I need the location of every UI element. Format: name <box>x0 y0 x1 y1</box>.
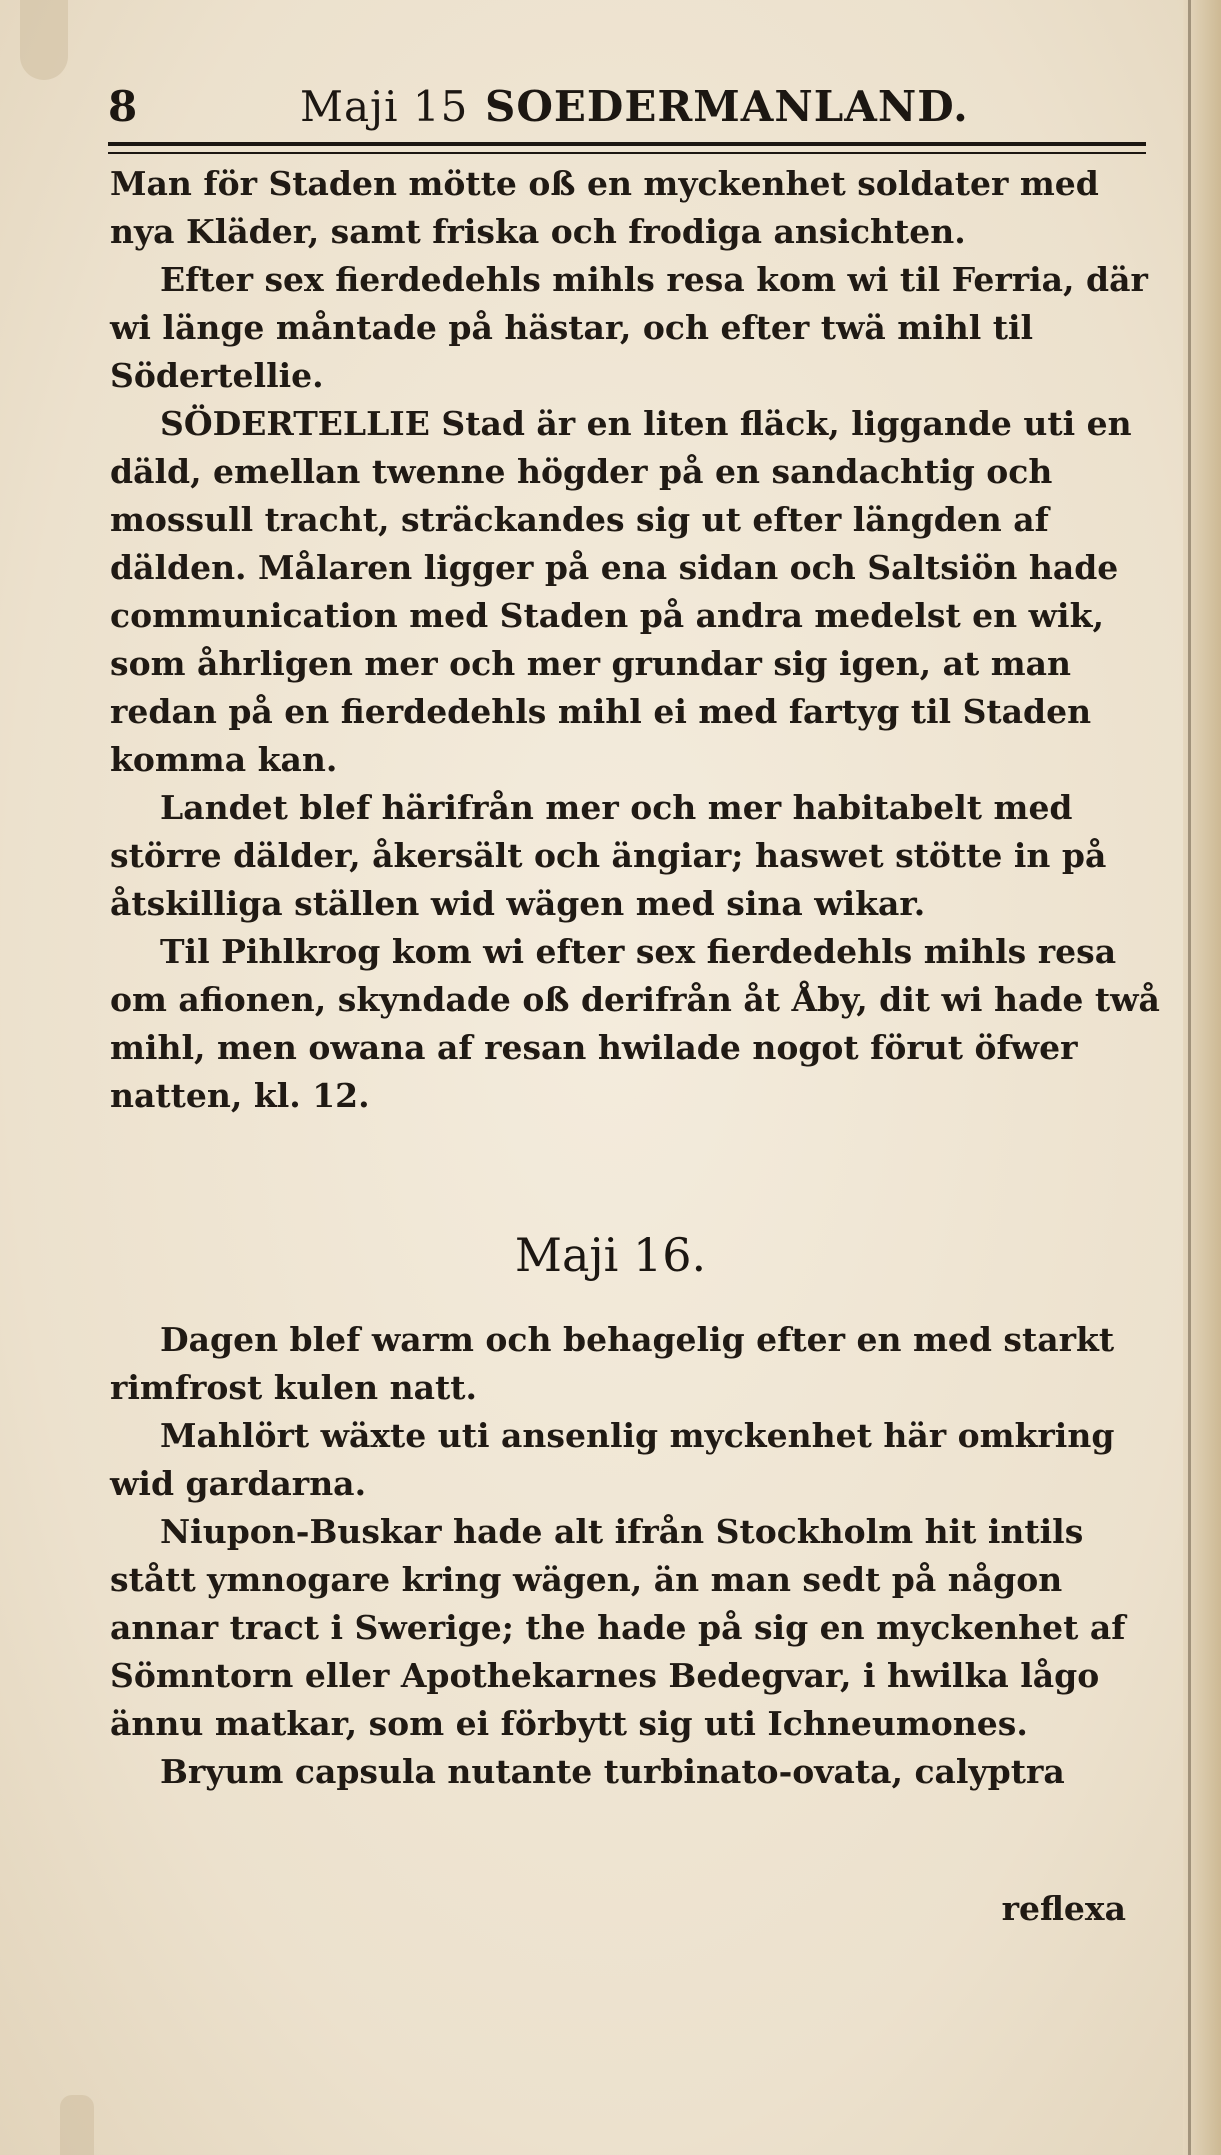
paragraph: Efter sex fierdedehls mihls resa kom wi til Ferria, där wi länge måntade på hästar, och efter twä mihl til Södertellie. <box>110 260 1148 395</box>
header-rule <box>108 142 1146 154</box>
paragraph: Bryum capsula nutante turbinato-ovata, calyptra <box>160 1752 1065 1791</box>
paragraph: Dagen blef warm och behagelig efter en med starkt rimfrost kulen natt. <box>110 1320 1115 1407</box>
header-date: Maji 15 <box>300 82 469 131</box>
paragraph: Landet blef härifrån mer och mer habitabelt med större dälder, åkersält och ängiar; haswet stötte in på åtskilliga ställen wid wägen med sina wikar. <box>110 788 1107 923</box>
paragraph: Til Pihlkrog kom wi efter sex fierdedehls mihls resa om afionen, skyndade oß derifrån åt Åby, dit wi hade twå mihl, men owana af resan hwilade nogot förut öfwer natten, kl. 12. <box>110 932 1160 1115</box>
page-stain <box>20 0 68 80</box>
page-stain <box>60 2095 94 2155</box>
running-header <box>100 82 1150 132</box>
page-number: 8 <box>108 82 139 131</box>
catchword: reflexa <box>1001 1889 1126 1928</box>
paragraph: Mahlört wäxte uti ansenlig myckenhet här omkring wid gardarna. <box>110 1416 1115 1503</box>
text-block-may-15 <box>110 160 1160 1120</box>
paragraph: SÖDERTELLIE Stad är en liten fläck, liggande uti en däld, emellan twenne högder på en sandachtig och mossull tracht, sträckandes sig ut efter längden af dälden. Målaren ligger på ena sidan och Saltsiön hade communication med Staden på andra medelst en wik, som åhrligen mer och mer grundar sig igen, at man redan på en fierdedehls mihl ei med fartyg til Staden komma kan. <box>110 404 1132 779</box>
text-block-may-16 <box>110 1316 1160 1796</box>
header-region: SOEDERMANLAND. <box>485 82 969 131</box>
binding-line <box>1188 0 1191 2155</box>
paragraph: Niupon-Buskar hade alt ifrån Stockholm hit intils stått ymnogare kring wägen, än man sedt på någon annar tract i Swerige; the hade på sig en myckenhet af Sömntorn eller Apothekarnes Bedegvar, i hwilka lågo ännu matkar, som ei förbytt sig uti Ichneumones. <box>110 1512 1126 1743</box>
paragraph: Man för Staden mötte oß en myckenhet soldater med nya Kläder, samt friska och frodiga ansichten. <box>110 164 1099 251</box>
day-heading: Maji 16. <box>514 1228 707 1282</box>
